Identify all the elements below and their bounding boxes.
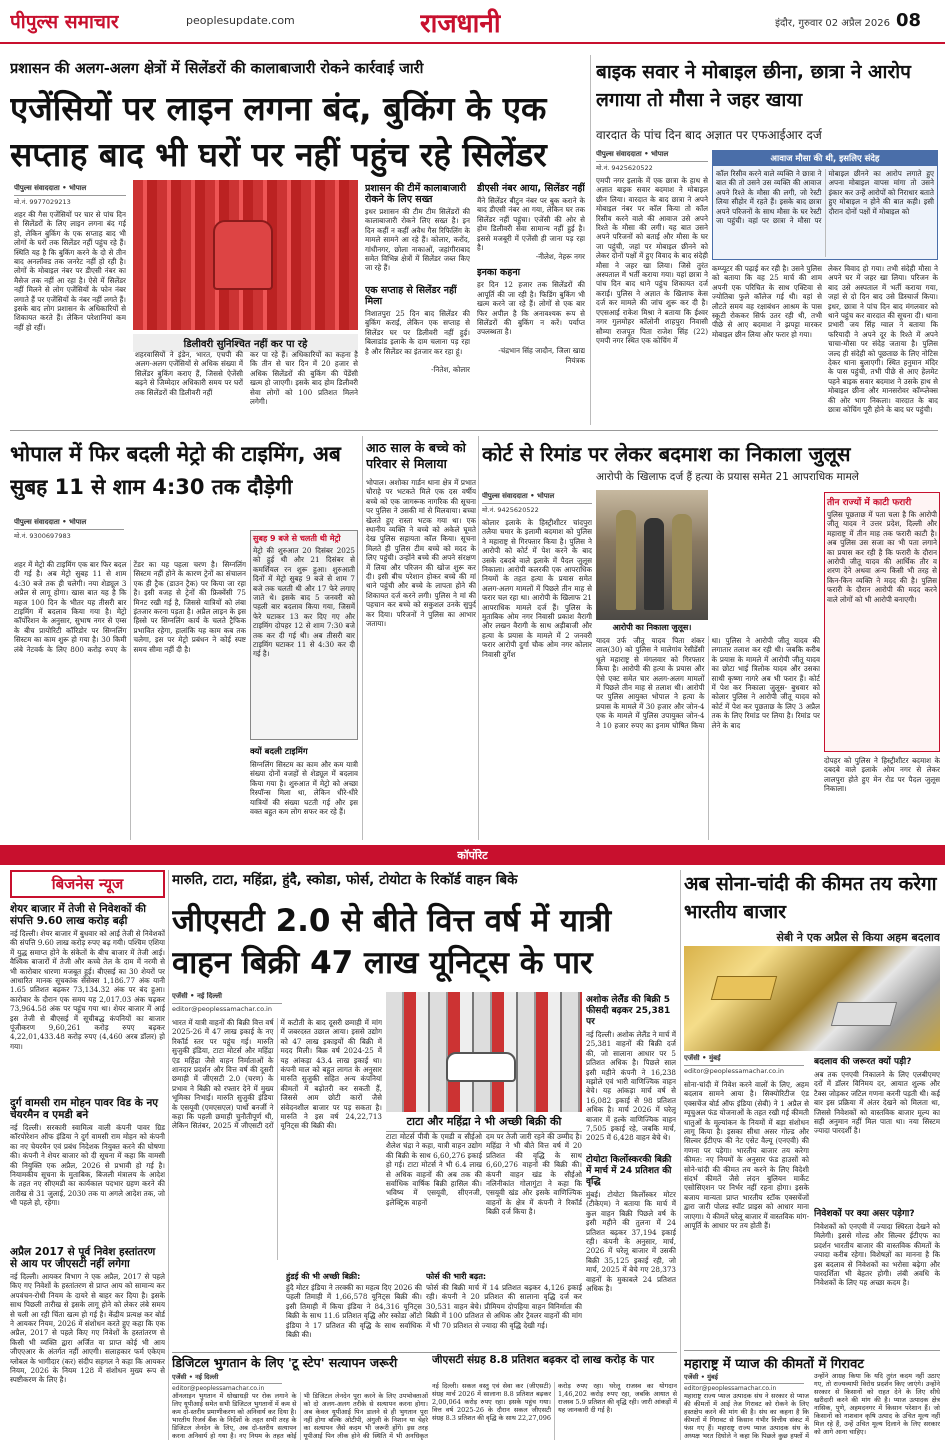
bike-col3: लेकर विवाद हो गया। तभी संदेही मौसा ने अपने घर में जहर खा लिया। परिजन के बाद उसे अस्पताल में भर्ती कराया गया, जहां से दो दिन बाद उसे डिस्चार्ज किया। इधर, छात्रा ने पांच दिन बाद मंगलवार को थाने पहुंच कर वारदात की सूचना दी। थाना प्रभारी जय सिंह ग्वाल ने बताया कि फरियादी ने अपने दूर के रिश्ते में अपने चाचा-मौसा पर संदेह जताया है। पुलिस जल्द ही संदेही को पूछताछ के लिए नोटिस देकर थाना बुलाएगी। स्थित हनुमान मंदिर के पास पहुंची, तभी पीछे से आए हेलमेट पहने बाइक सवार बदमाश ने उसके हाथ से मोबाइल छीना और मानसरोवर कॉम्प्लेक्स की ओर भाग निकला। वारदात के बाद छात्रा कोचिंग पूरी होने के बाद घर पहुंची। [828,264,938,415]
bike-headline: बाइक सवार ने मोबाइल छीना, छात्रा ने आरोप लगाया तो मौसा ने जहर खाया [596,61,911,111]
gold-photo [684,946,940,1051]
email: editor@peoplessamachar.co.in [684,1067,784,1075]
box-text: पुलिस पूछताछ में पता चला है कि आरोपी जीतू यादव ने उत्तर प्रदेश, दिल्ली और महाराष्ट्र में तीन माह तक फरारी काटी है। अब पुलिस उस सजा का भी पता लगाने का प्रयास कर रही है कि फरारी के दौरान आरोपी जीतू यादव की आर्थिक तौर व शरण देने अथवा अन्य किसी भी तरह से किन-किन व्यक्ति ने मदद की है। पुलिस फरारी के दौरान आरोपी की मदद करने वाले लोगों को भी आरोपी बनाएगी। [827,510,937,604]
byline: पीपुल्स संवाददाता • भोपाल [14,518,124,530]
metro-box [250,530,358,740]
page-number: 08 [896,10,922,31]
court-box [824,492,940,752]
business-title: बिजनेस न्यूज [10,870,165,898]
force-sub: फोर्स की भारी बढ़त: [426,1272,487,1281]
court-col1 [482,492,592,840]
force-block [426,1264,582,1349]
byline: पीपुल्स संवाददाता • भोपाल [482,492,592,504]
masthead [0,0,945,44]
byline: एजेंसी • नई दिल्ली [172,992,282,1004]
col-signature: -नितेश, कोलार [431,365,470,374]
col-sub: प्रशासन की टीमें कालाबाजारी रोकने के लिए सख्त [365,183,467,205]
site-url[interactable]: peoplesupdate.com [186,14,295,27]
onion-col2: उन्होंने आग्रह किया कि यदि तुरंत कदम नहीं उठाए गए, तो राज्यव्यापी विरोध प्रदर्शन किए जाएंगे। उन्होंने सरकार से किसानों को राहत देने के लिए सीधे खरीदारी करने की मांग की है। प्याज उत्पादक क्षेत्र नासिक, पुणे, अहमदनगर में किसान परेशान हैं। जो किसानों को नाशवान कृषि उत्पाद के उचित मूल्य नहीं मिल रहे हैं, उन्हें उचित मूल्य दिलाने के लिए सरकार को आगे आना चाहिए। [814,1372,940,1436]
lpg-photo-text2: कर पा रहे हैं। अधिकारियों का कहना है कि तीन से चार दिन में 20 हजार से अधिक सिलेंडरों की बुकिंग की पेंडेंसी खत्म हो जाएगी। इसके बाद होम डिलीवरी सेवा लोगों को 100 प्रतिशत मिलने लगेगी। [250,350,358,407]
gst-photo-below1: टाटा मोटर्स पीवी के एमडी व सीईओ शैलेश चंद्रा ने कहा, यात्री वाहन उद्योग की बिक्री के साथ 6,60,276 इकाई हो गई। टाटा मोटर्स ने भी 6.4 लाख से अधिक वाहनों की अब तक की सर्वाधिक वार्षिक बिक्री हासिल की। भविष्य में एसयूवी, सीएनजी, इलेक्ट्रिक वाहनों [386,1132,482,1207]
gst-photo-below2: दम पर तेजी जारी रहने की उम्मीद है। महिंद्रा ने भी बीते वित्त वर्ष में 20 प्रतिशत की वृद्धि के साथ 6,60,276 वाहनों की बिक्री की। कंपनी वाहन खंड के सीईओ नलिनीकांत गोलागुंटा ने कहा कि एसयूवी खंड और इसके वाणिज्यिक वाहनों के क्षेत्र में कंपनी ने रिकॉर्ड बिक्री दर्ज किया है। [486,1132,582,1217]
business-h1: शेयर बाजार में तेजी से निवेशकों की संपत्ति 9.60 लाख करोड़ बढ़ी [10,903,146,927]
lpg-col2 [365,180,470,420]
byline: पीपुल्स संवाददाता • भोपाल [14,184,126,196]
metro-col3 [250,744,358,840]
box-text: अब तक एनएवी निकालने के लिए एलबीएमए दरों में डॉलर विनिमय दर, आयात शुल्क और टैक्स जोड़कर जटिल गणना करनी पड़ती थी। कई बार इस प्रक्रिया में अंतर देखने को मिलता था, जिससे निवेशकों को वास्तविक बाजार मूल्य का सही अनुमान नहीं मिल पाता था। नया सिस्टम ज्यादा पारदर्शी है। [814,1070,940,1136]
gst-kicker: मारुति, टाटा, महिंद्रा, हुंदै, स्कोडा, फोर्स, टोयोटा के रिकॉर्ड वाहन बिके [172,872,518,888]
digital-body: ऑनलाइन भुगतान में धोखाधड़ी पर रोक लगाने के लिए यूपीआई समेत सभी डिजिटल भुगतानों में कम से कम दो-स्तरीय प्रमाणीकरण को अनिवार्य कर दिया है। भारतीय रिजर्व बैंक के निर्देशों के तहत सभी तरह के डिजिटल लेनदेन के लिए, अब दो-स्तरीय सत्यापन करना अनिवार्य हो गया है। नए नियम के तहत कोई भी डिजिटल लेनदेन पूरा करने के लिए उपभोक्ताओं को दो अलग-अलग तरीके से सत्यापन करना होगा। अब केवल यूपीआई पिन डालने से ही भुगतान पूरा नहीं होगा बल्कि ओटीपी, अंगुली के निशान या चेहरे का सत्यापन जैसे कदम भी जरूरी होंगे। इस तरह यूपीआई पिन लीक होने की स्थिति में भी अनधिकृत [172,1392,428,1440]
divider [10,430,938,431]
divider [684,1350,940,1351]
force-text: फोर्स की बिक्री मार्च में 14 प्रतिशत बढ़कर 4,126 इकाई रही। कंपनी ने 20 प्रतिशत की सालाना वृद्धि दर्ज कर 30,531 वाहन बेचे। प्रीमियम दोपहिया वाहन विनिर्माता की बिक्री में 100 प्रतिशत से अधिक और ट्रैवलर वाहनों की मांग में भी 70 प्रतिशत से ज्यादा की वृद्धि देखी गई। [426,1283,582,1330]
divider [172,1352,677,1353]
bike-col2: कम्प्यूटर की पढ़ाई कर रही है। उसने पुलिस को बताया कि वह 25 मार्च की शाम अपनी एक परिचित के साथ एक्टिवा से ज्योतिबा फुले कॉलेज गई थी। वहां से लौटते समय वह रक्षाबंधन आश्रम के पास स्कूटी रोककर सिर्फ उतर रही थी, तभी पीछे से आए बदमाश ने झपट्टा मारकर मोबाइल छीन लिया और फरार हो गया। [712,264,822,339]
ashok-text: नई दिल्ली। अशोक लेलैंड ने मार्च में 25,381 वाहनों की बिक्री दर्ज की, जो सालाना आधार पर 5 प्रतिशत अधिक है। पिछले साल इसी महीने कंपनी ने 16,238 मझोले एवं भारी वाणिज्यिक वाहन बेचे। यह आंकड़ा मार्च वर्ष से 16,082 इकाई से 98 प्रतिशत अधिक है। मार्च 2026 में घरेलू बाजार में हल्के वाणिज्यिक वाहन 7,505 इकाई रहे, जबकि मार्च, 2025 में 6,428 वाहन बेचे थे। [586,1030,676,1143]
email: editor@peoplessamachar.co.in [172,1385,265,1392]
gold-bar-icon [711,976,777,1000]
gold-deck: सेबी ने एक अप्रैल से किया अहम बदलाव [776,931,940,944]
child-body: भोपाल। अशोका गार्डन थाना क्षेत्र में प्रभात चौराहे पर भटकते मिले एक दस वर्षीय बच्चे को एक जागरूक नागरिक की सूचना पर पुलिस ने उसकी मां से मिलवाया। बच्चा खेलते हुए रास्ता भटक गया था। एक स्थानीय व्यक्ति ने बच्चे को अकेले घूमते देख पुलिस सहायता कॉल किया। सूचना मिलते ही पुलिस टीम बच्चे को मदद के लिए पहुंची। उन्होंने बच्चे की अपने संरक्षण में लिया और परिजन की खोज शुरू कर दी। इसी बीच परेशान होकर बच्चे की मां थाने पहुंची और बच्चे के लापता होने की शिकायत दर्ज करने लगी। पुलिस ने मां की पहचान कर बच्चे को सकुशल उनके सुपुर्द कर दिया। परिजनों ने पुलिस का आभार जताया। [366,478,476,629]
mobile: मो.नं. 9425620522 [482,506,539,514]
mobile: मो.नं. 9300697983 [14,532,71,540]
col-sub2: इनका कहना [477,267,521,279]
gstcoll-headline: जीएसटी संग्रह 8.8 प्रतिशत बढ़कर दो लाख करोड़ के पार [432,1354,655,1366]
business-h3: अप्रैल 2017 से पूर्व निवेश हस्तांतरण से आय पर जीएसटी नहीं लगेगा [10,1246,156,1270]
lpg-photo [133,180,358,330]
email: editor@peoplessamachar.co.in [684,1385,777,1392]
col-signature: -नीलेश, नेहरू नगर [535,252,585,261]
dateline: इंदौर, गुरुवार 02 अप्रैल 2026 [775,18,890,29]
gstcoll-body: नई दिल्ली। सकल वस्तु एवं सेवा कर (जीएसटी) संग्रह मार्च 2026 में सालाना 8.8 प्रतिशत बढ़कर 2,00,064 करोड़ रुपए रहा। इसके पहुंच गया। वित्त वर्ष 2025-26 के दौरान सकल जीएसटी संग्रह 8.3 प्रतिशत की वृद्धि के साथ 22,27,096 करोड़ रुपए रहा। घरेलू राजस्व का योगदान 1,46,202 करोड़ रुपए रहा, जबकि आयात से राजस्व 5.9 प्रतिशत की वृद्धि रही। जारी आंकड़ों में यह जानकारी दी गई है। [432,1382,677,1422]
divider [478,436,479,840]
col-sub: क्यों बदली टाइमिंग [250,747,308,757]
gold-box1 [814,1054,940,1204]
silver-bar-icon [831,1002,897,1026]
lpg-photo-caption: डिलीवरी सुनिश्चित नहीं कर पा रहे [133,334,358,352]
onion-headline: महाराष्ट्र में प्याज की कीमतों में गिरावट [684,1357,864,1372]
box-title: निवेशकों पर क्या असर पड़ेगा? [814,1209,915,1219]
col-text: इधर प्रशासन की टीम टीम सिलेंडरों की कालाबाजारी रोकने लिए सख्त है। इन दिन कहीं न कहीं अवैध गैस रिफिलिंग के मामले सामने आ रहे हैं। कोलार, करोंद, गांधीनगर, छोला नाकाओं, जहांगीराबाद समेत विभिन्न क्षेत्रों में सिलेंडर जब्त किए जा रहे हैं। [365,207,470,273]
hyundai-block [286,1264,422,1349]
business-b2: नई दिल्ली। सरकारी स्वामित्व वाली कंपनी पावर ग्रिड कॉरपोरेशन ऑफ इंडिया ने दुर्ग वामसी राम मोहन को कंपनी का नए चेयरमैन एवं प्रबंध निदेशक नियुक्त करने की घोषणा की। कंपनी ने शेयर बाजार को दी सूचना में कहा कि वामसी की नियुक्ति एक अप्रैल, 2026 से प्रभावी हो गई है। नियामकीय सूचना के मुताबिक, बिजली मंत्रालय के आदेश के तहत नए सीएमडी का कार्यकाल पदभार ग्रहण करने की तारीख से 31 जुलाई, 2030 तक या अगले आदेश तक, जो भी पहले हो, रहेगा। [10,1123,165,1208]
accused-figure [644,518,664,610]
court-deck: आरोपी के खिलाफ दर्ज हैं हत्या के प्रयास समेत 21 आपराधिक मामले [596,471,859,483]
divider [680,870,681,1440]
hyundai-sub: हुंडई की भी अच्छी बिक्री: [286,1272,361,1281]
business-h2: दुर्ग वामसी राम मोहन पावर विड के नए चेयरमैन व एमडी बने [10,1097,159,1121]
bike-col1 [596,150,708,425]
business-column [10,870,165,1440]
section-banner [0,845,945,865]
divider [362,436,363,840]
court-after: दोपहर को पुलिस ने हिस्ट्रीशीटर बदमाश के दबदबे वाले इलाके ओम नगर से लेकर लालपुरा होते हुए मेन रोड पर पैदल जुलूस निकाला। [824,756,940,794]
lpg-headline: एजेंसियों पर लाइन लगना बंद, बुकिंग के एक सप्ताह बाद भी घरों पर नहीं पहुंच रहे सिलेंडर [10,89,547,174]
byline: एजेंसी • मुंबई [684,1372,804,1384]
metro-body: शहर में मेट्रो की टाइमिंग एक बार फिर बदल दी गई है। अब मेट्रो सुबह 11 से शाम 4:30 बजे तक ही चलेगी। नया शेड्यूल 3 अप्रैल से लागू होगा। खास बात यह है कि महज 100 दिन के भीतर यह तीसरी बार टाइमिंग में बदलाव किया गया है। मेट्रो कॉर्पोरेशन के अनुसार, सुभाष नगर से एम्स के बीच प्रायोरिटी कॉरिडोर पर सिग्नलिंग सिस्टम का काम शुरू हो गया है। 30 किमी लंबे नेटवर्क के लिए 800 करोड़ रुपए के टेंडर का यह पहला चरण है। सिग्नलिंग सिस्टम नहीं होने के कारण ट्रेनों का संचालन एक ही ट्रैक (डाउन ट्रैक) पर किया जा रहा है। इसी वजह से ट्रेनों की फ्रिक्वेंसी 75 मिनट रखी गई है, जिससे यात्रियों को लंबा इंतजार करना पड़ता है। अप्रैल लाइन के इस हिस्से पर सिग्नलिंग कार्य के चलते ट्रैफिक प्रभावित रहेगा, हालांकि यह काम कब तक चलेगा, इस पर मेट्रो प्रबंधन ने कोई स्पष्ट समय सीमा नहीं दी है। [14,560,246,654]
onion-body: महाराष्ट्र राज्य प्याज उत्पादक संघ ने सरकार से प्याज की कीमतों में आई तेज गिरावट को रोकने के लिए हस्तक्षेप करने की मांग की है। संघ का कहना है कि कीमतों में गिरावट से किसान गंभीर वित्तीय संकट में फंस गए हैं। महाराष्ट्र राज्य प्याज उत्पादक संघ के अध्यक्ष भरत दिघोले ने कहा कि पिछले कुछ हफ्तों में [684,1392,809,1440]
lpg-col3 [477,180,585,420]
police-figure [672,514,692,610]
box-text: कॉल रिसीव करने वाले व्यक्ति ने छात्रा ने बात की तो उसने उस व्यक्ति की आवाज अपने रिश्ते के मौसा की लगी, जो रेस्टी लिया सीहोर में रहते हैं। इसके बाद छात्रा अपने परिजनों के साथ मौसा के घर रेस्टी जा पहुंची। वहां पर छात्रा ने मौसा पर मोबाइल छीनने का आरोप लगाते हुए अपना मोबाइल वापस मांगा तो उसने इंकार कर उन्हें आरोपों को निराधार बताते हुए मोबाइल न होने की बात कही। इसी दौरान दोनों पक्षों में मोबाइल को [716,169,934,226]
paper-logo: पीपुल्स समाचार [10,11,119,33]
divider [168,870,169,1440]
col-quote: निशातपुरा 25 दिन बाद सिलेंडर की बुकिंग कराई, लेकिन एक सप्ताह से सिलेंडर घर पर डिलीवरी नहीं हुई। बिलाडांड इलाके के दाम चलाना पड़ रहा है और सिलेंडर का इंतजार कर रहा हूं। [365,309,470,356]
divider [590,55,591,425]
email: editor@peoplessamachar.co.in [172,1005,272,1013]
court-col2: यादव उर्फ जीतू यादव पिता शंकर लाल(30) को पुलिस ने मालेगांव रेसीडेंसी धूले महाराष्ट्र से मंगलवार को गिरफ्तार किया है। आरोपी की हत्या के प्रयास और ऐसे एक्ट समेत चार अलग-अलग मामलों में पिछले तीन माह से तलाश थी। आरोपी पर पुलिस आयुक्त भोपाल ने हत्या के प्रयास के मामले में 30 हजार और जोन-4 एक के मामले में पुलिस उपायुक्त जोन-4 ने 10 हजार रुपए का इनाम घोषित किया था। पुलिस ने आरोपी जीतू यादव की लगातार तलाश कर रही थी। जबकि करीब के प्रयास के मामले में आरोपी जीतू यादव का छोटा भाई त्रिलोक यादव और उसका साथी कृष्णा नागरे अब भी फरार हैं। कोर्ट में पेश कर निकाला जुलूस- बुधवार को कोलार पुलिस ने आरोपी जीतू यादव को कोर्ट में पेश कर पूछताछ के लिए 3 अप्रैल तक के लिए रिमांड पर लिया है। रिमांड पर लेने के बाद [596,636,820,730]
col-text: सिग्नलिंग सिस्टम का काम और कम यात्री संख्या दोनों वजहों से शेड्यूल में बदलाव किया गया है। शुरुआत में मेट्रो को अच्छा रिस्पॉन्स मिला था, लेकिन धीरे-धीरे यात्रियों की संख्या घटती गई और इस वक्त बहुत कम लोग सफर कर रहे हैं। [250,760,358,817]
col-signature2: -चंद्रभान सिंह जादौन, जिला खाद्य नियंत्रक [498,346,585,365]
bike-deck: वारदात के पांच दिन बाद अज्ञात पर एफआईआर दर्ज [596,128,822,142]
business-b3: नई दिल्ली। आयकर विभाग ने एक अप्रैल, 2017 से पहले किए गए निवेशों के हस्तांतरण से प्राप्त आय को सामान्य कर अपवंचन-रोधी नियम के दायरे से बाहर कर दिया है। इसके साथ पिछली तारीख से इसके लागू होने को लेकर लंबे समय से चली आ रही चिंता खत्म हो गई है। केंद्रीय प्रत्यक्ष कर बोर्ड ने आयकर नियम, 2026 में संशोधन करते हुए कहा कि एक अप्रैल, 2017 से पहले किए गए निवेशों के हस्तांतरण से किसी भी व्यक्ति द्वारा अर्जित या प्राप्त कोई भी आय जीएएआर के अंतर्गत नहीं आएगी। सलाहकार फर्म एकेएम ग्लोबल के भागीदार (कर) संदीप सहगल ने कहा कि आयकर नियम, 2026 के नियम 128 में संशोधन मुख्य रूप से स्पष्टीकरण के लिए है। [10,1272,165,1385]
col-quote2: हर दिन 12 हजार तक सिलेंडरों की आपूर्ति की जा रही है। फिडिंग बुकिंग भी खत्म करने जा रहे हैं। लोगों से एक बार फिर अपील है कि अनावश्यक रूप से सिलेंडरों की बुकिंग न करें। पर्याप्त उपलब्धता है। [477,280,585,337]
box-title: तीन राज्यों में काटी फरारी [827,498,912,508]
byline: एजेंसी • मुंबई [684,1054,804,1066]
gold-body: सोना-चांदी में निवेश करने वालों के लिए, अहम बदलाव सामने आया है। सिक्योरिटीज एंड एक्सचेंज बोर्ड ऑफ इंडिया (सेबी) ने 1 अप्रैल से म्यूचुअल फंड योजनाओं के तहत रखी गई कीमती धातुओं के मूल्यांकन के नियमों में बड़ा संशोधन लागू किया है। इसका सीधा असर गोल्ड और सिल्वर ईटीएफ की नेट एसेट वैल्यू (एनएवी) की गणना पर पड़ेगा। भारतीय बाजार तय करेगा कीमत: नए नियमों के अनुसार फंड हाउसों को सोने-चांदी की कीमत तय करने के लिए विदेशी संदर्भ कीमतें जैसे लंदन बुलियन मार्केट एसोसिएशन पर निर्भर नहीं रहना होगा। इसके बजाय मान्यता प्राप्त भारतीय स्टॉक एक्सचेंजों द्वारा जारी पोलड स्पॉट प्राइस को आधार माना जाएगा। ये कीमतें घरेलू बाजार में वास्तविक मांग-आपूर्ति के आधार पर तय होती हैं। [684,1080,809,1231]
ashok-sub: अशोक लेलैंड की बिक्री 5 फीसदी बढ़कर 25,381 पर [586,995,671,1027]
col-sub: डीएसी नंबर आया, सिलेंडर नहीं [477,183,585,194]
lpg-photo-text: शहरवासियों ने इंडेन, भारत, एचपी की अलग-अलग एजेंसियों से अधिक संख्या में सिलेंडर बुकिंग कराए हैं, जिससे ऐजेंसी बढ़ने से जिम्मेदार अधिकारी समय पर घरों तक सिलेंडरों की डिलीवरी नहीं [135,350,243,397]
byline: एजेंसी • नई दिल्ली [172,1372,282,1384]
gst-headline: जीएसटी 2.0 से बीते वित्त वर्ष में यात्री वाहन बिक्री 47 लाख यूनिट्स के पार [172,903,612,981]
court-headline: कोर्ट से रिमांड पर लेकर बदमाश का निकाला जुलूस [482,442,851,466]
court-photo-caption: आरोपी का निकाला जुलूस। [612,623,692,632]
cars-caption: टाटा और महिंद्रा ने भी अच्छी बिक्री की [386,1112,582,1132]
toyota-text: मुंबई। टोयोटा किर्लोस्कर मोटर (टीकेएम) ने बताया कि मार्च में कुल वाहन बिक्री पिछले वर्ष के इसी महीने की तुलना में 24 प्रतिशत बढ़कर 37,194 इकाई रही। कंपनी के अनुसार, मार्च, 2026 में घरेलू बाजार में उसकी बिक्री 35,125 इकाई रही, जो मार्च, 2025 में बेचे गए 28,373 वाहनों के मुकाबले 24 प्रतिशत अधिक है। [586,1190,676,1294]
gst-body: भारत में यात्री वाहनों की बिक्री वित्त वर्ष 2025-26 में 47 लाख इकाई के नए रिकॉर्ड स्तर पर पहुंच गई। मारुति सुजुकी इंडिया, टाटा मोटर्स और महिंद्रा एंड महिंद्रा जैसे वाहन निर्माताओं के शानदार प्रदर्शन और वित्त वर्ष की दूसरी छमाही में जीएसटी 2.0 (चरण) के प्रभाव ने बिक्री को रफ्तार देने में मुख्य भूमिका निभाई। मारुति सुजुकी इंडिया के एसयूवी (एमएसएल) पार्थो बनर्जी ने कहा कि पहली छमाही चुनौतीपूर्ण थी, लेकिन सितंबर, 2025 में जीएसटी दरों में कटौती के बाद दूसरी छमाही में मांग में जबरदस्त उछाल आया। इससे उद्योग को 47 लाख इकाइयों की बिक्री में मदद मिली। बिक्र वर्ष 2024-25 में यह आंकड़ा 43.4 लाख इकाई था। कंपनी माल को बहुत लागत के अनुसार मारुति सुजुकी सहित अन्य कंपनियां कीमतों में बढ़ोतरी कर सकती हैं, जिससे आम छोटी कारों जैसे संवेदनशील बाजार पर पड़ सकता है। मारुति ने इस वर्ष 24,22,713 यूनिट्स की बिक्री की। [172,1018,382,1131]
metro-headline: भोपाल में फिर बदली मेट्रो की टाइमिंग, अब सुबह 11 से शाम 4:30 तक दौड़ेगी [10,442,341,499]
cars-photo [386,992,582,1112]
byline: पीपुल्स संवाददाता • भोपाल [596,150,708,162]
mobile: मो.नं. 9977029213 [14,198,71,206]
lpg-kicker: प्रशासन की अलग-अलग क्षेत्रों में सिलेंडरों की कालाबाजारी रोकने कार्रवाई जारी [10,61,424,77]
section-title: राजधानी [420,9,501,39]
banner-label: कॉर्पोरेट [457,849,488,862]
police-figure [616,510,636,610]
gold-box2 [814,1206,940,1346]
toyota-sub: टोयोटा किर्लोस्करकी बिक्री में मार्च में 24 प्रतिशत की वृद्धि [586,1155,672,1187]
court-photo [596,490,708,620]
box-text: मेट्रो की शुरुआत 20 दिसंबर 2025 को हुई थी और 21 दिसंबर से कमर्शियल रन शुरू हुआ। शुरुआती दिनों में मेट्रो सुबह 9 बजे से शाम 7 बजे तक चलती थी और 17 फेरे लगाए जाते थे। इसके बाद 5 जनवरी को पहली बार बदलाव किया गया, जिसमें फेरे घटाकर 13 कर दिए गए और टाइमिंग दोपहर 12 से शाम 7:30 बजे तक कर दी गई थी। अब तीसरी बार टाइमिंग घटाकर 11 से 4:30 कर दी गई है। [253,546,355,659]
col-sub2: एक सप्ताह से सिलेंडर नहीं मिला [365,285,457,307]
box-title: आवाज मौसा की थी, इसलिए संदेह [713,151,937,166]
bike-box [712,150,938,260]
col-quote: मैंने सिलेंडर बीटुन नंबर पर बुक कराने के बाद डीएसी नंबर आ गया, लेकिन घर तक सिलेंडर नहीं पहुंचा। एजेंसी की ओर से होम डिलीवरी सेवा सामान्य नहीं हुई है। इससे मजबूरी में एजेंसी ही जाना पड़ रहा है। [477,196,585,252]
car-icon [446,1052,516,1082]
cylinder-icon [213,220,273,290]
bike-body: एमपी नगर इलाके में एक छात्रा के हाथ से अज्ञात बाइक सवार बदमाश ने मोबाइल छीन लिया। वारदात के बाद छात्रा ने अपने मोबाइल नंबर पर कॉल किया तो कॉल रिसीव करने वाले की आवाज उसे अपने रिश्ते के मौसा की लगी। यह बात उसने अपने परिजनों को बताई और मौसा के घर जा पहुंची, जहां पर मोबाइल छीनने को लेकर दोनों पक्षों में हुए विवाद के बाद संदेही मौसा ने जहर खा लिया। जिसे तुरंत अस्पताल में भर्ती कराया गया। यहां छात्रा ने पांच दिन बाद थाने पहुंच शिकायत दर्ज कराई। पुलिस ने अज्ञात के खिलाफ केस दर्ज कर मामले की जांच शुरू कर दी है। एएसआई राकेश मिश्रा ने बताया कि ईश्वर नगर गुलमोहर कॉलोनी शाहपुरा निवासी सौम्या राजपूत पिता राजेश सिंह (22) एमपी नगर स्थित एक कोचिंग में [596,176,708,345]
hyundai-text: हुंदै मोटर इंडिया ने तरक्की का महत्व दिए 2026 की पहली तिमाही में 1,66,578 यूनिट्स बिक्री की। इसी तिमाही में किया इंडिया ने 84,316 यूनिट्स बिक्री के साथ 11.6 प्रतिशत वृद्धि और स्कोडा ऑटो इंडिया ने 17 प्रतिशत की वृद्धि के साथ सर्वाधिक बिक्री की। [286,1283,422,1340]
gold-headline: अब सोना-चांदी की कीमत तय करेगा भारतीय बाजार [684,873,937,923]
box-text: निवेशकों को एनएवी में ज्यादा स्थिरता देखने को मिलेगी। इससे गोल्ड और सिल्वर ईटीएफ का प्रदर्शन भारतीय बाजार की वास्तविक कीमतों के ज्यादा करीब रहेगा। विशेषज्ञों का मानना है कि इस बदलाव से निवेशकों का भरोसा बढ़ेगा और पारदर्शिता भी बेहतर होगी। लंबी अवधि के निवेशकों के लिए यह अच्छा कदम है। [814,1222,940,1288]
toyota-block [586,1152,676,1347]
gold-byline [684,1054,804,1079]
child-headline: आठ साल के बच्चे को परिवार से मिलाया [366,440,466,471]
lpg-body: शहर की गैस एजेंसियों पर चार से पांच दिन से सिलेंडरों के लिए लाइन लगना बंद गई हो, लेकिन बुकिंग के एक सप्ताह बाद भी लोगों के घरों तक सिलेंडर नहीं पहुंच रहे हैं। स्थिति यह है कि बुकिंग करने के दो से तीन बाद अनलॉक्ड तक जनरेट नहीं हो रही है। लोगों के मोबाइल नंबर पर डीएसी नंबर का मैसेज तक नहीं आ रहा है। ऐसे में सिलेंडर नहीं मिलने से लोग एजेंसियों के फोन नंबर लगाते हैं पर एजेंसियों के नंबर नहीं लगते हैं। इसके बाद लोग प्रशासन के अधिकारियों से शिकायत करते हैं। लेकिन परेशानियां कम नहीं हो रहीं। [14,210,126,332]
lpg-byline [14,184,126,442]
mobile: मो.नं. 9425620522 [596,164,653,172]
box-title: बदलाव की जरूरत क्यों पड़ी? [814,1057,912,1067]
court-body: कोलार इलाके के हिस्ट्रीशीटर चांदपुरा तलैया चमार के इलामी बदमाश को पुलिस ने महाराष्ट्र से गिरफ्तार किया है। पुलिस ने आरोपी को कोर्ट में पेश करने के बाद उसके दबदबे वाले इलाके में पैदल जुलूस निकाला। आरोपी कलरकी एक आपराधिक नियमों के तहत हत्या के प्रयास समेत अलग-अलग मामलों में पिछले तीन माह से फरार चल रहा था। आरोपी के खिलाफ 21 आपराधिक मामले दर्ज हैं। पुलिस के मुताबिक ओम नगर निवासी प्रकाश वैरागी और लखन वैरागी के साथ अड़ीबाजी और हत्या के प्रयास के मामले में 2 जनवरी फरार आरोपी दुर्गा चौक ओम नगर कोलार निवासी दुर्गेश [482,518,592,659]
digital-headline: डिजिटल भुगतान के लिए 'टू स्टेप' सत्यापन जरूरी [172,1355,398,1370]
box-title: सुबह 9 बजे से चलती थी मेट्रो [253,534,341,543]
business-b1: नई दिल्ली। शेयर बाजार में बुधवार को आई तेजी से निवेशकों की संपत्ति 9.60 लाख करोड़ रुपए बढ़ गयी। पश्चिम एशिया में युद्ध समाप्त होने के संकेतों के बीच बाजार में तेजी आई। वैश्विक बाजारों में तेजी और कच्चे तेल के दाम में नरमी से भी कारोबार धारणा मजबूत हुई। बीएसई का 30 शेयरों पर आधारित मानक सूचकांक सेंसेक्स 1,186.77 अंक यानी 1.65 प्रतिशत बढ़कर 73,134.32 अंक पर बंद हुआ। कारोबार के दौरान एक समय यह 2,017.03 अंक चढ़कर 73,964.58 अंक पर पहुंच गया था। शेयर बाजार में आई इस तेजी से बीएसई में सूचीबद्ध कंपनियों का बाजार पूंजीकरण 9,60,261 करोड़ रुपए बढ़कर 4,22,01,433.48 करोड़ रुपए (4,460 अरब डॉलर) हो गया। [10,929,165,1051]
